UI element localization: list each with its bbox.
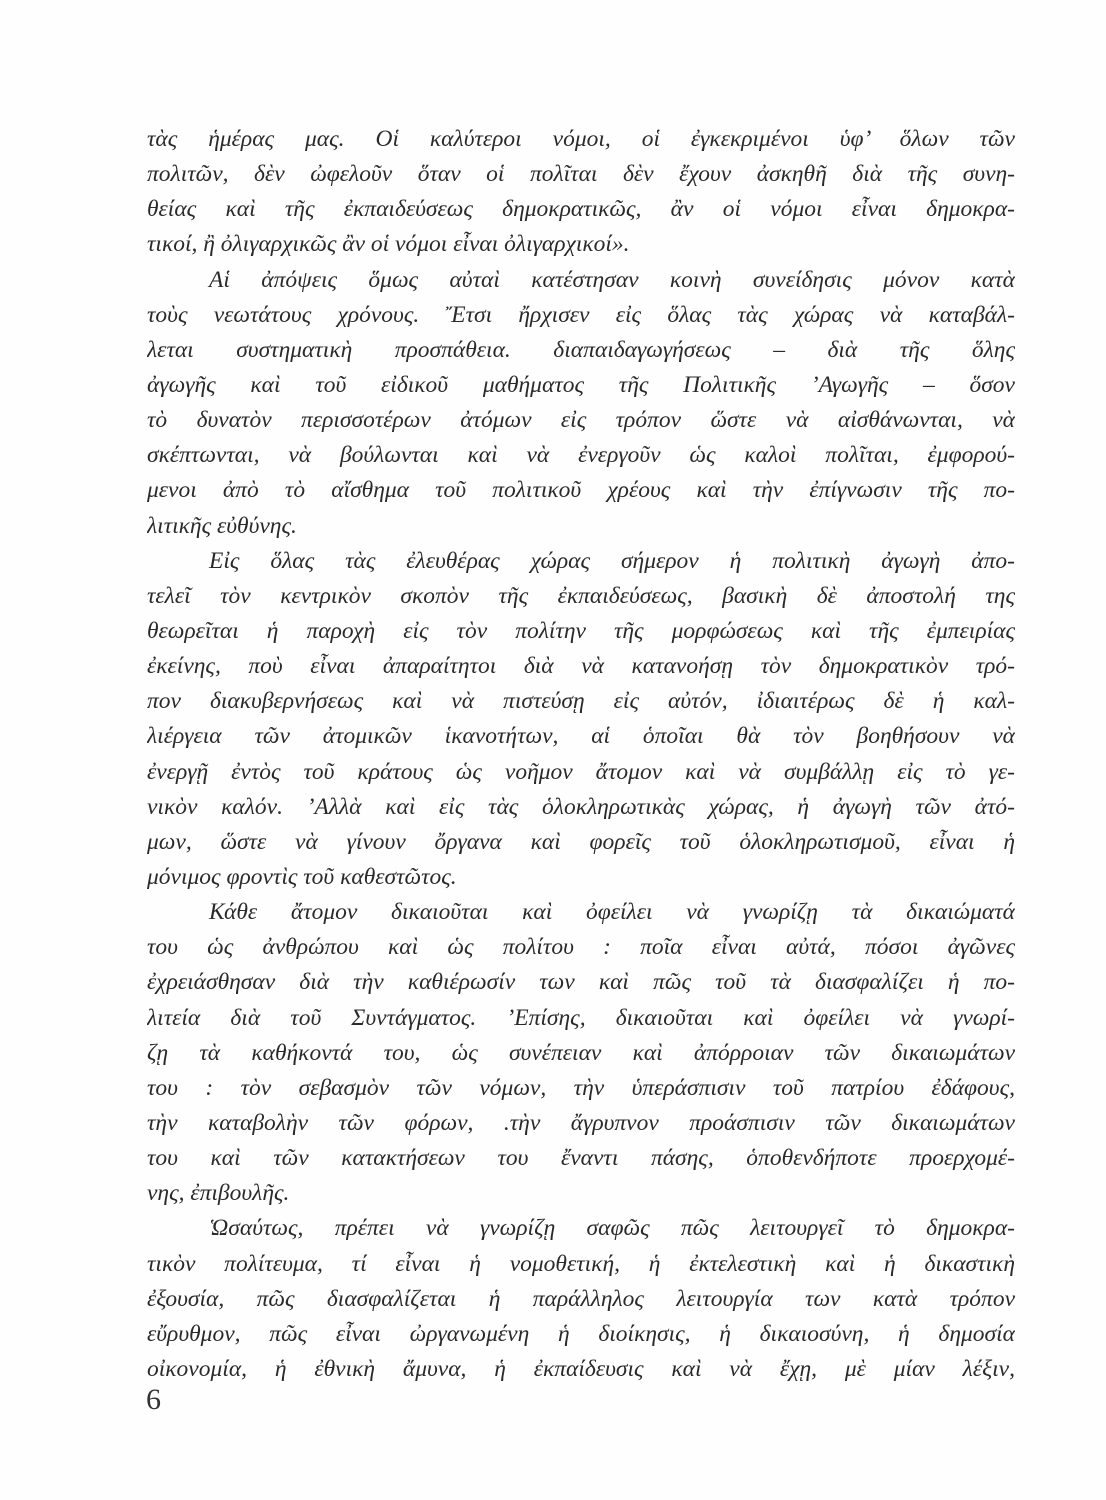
text-line: μενοι ἀπὸ τὸ αἴσθημα τοῦ πολιτικοῦ χρέους καὶ τὴν ἐπίγνωσιν τῆς πο-	[147, 477, 1015, 504]
page-number: 6	[146, 1383, 161, 1416]
text-line: θεωρεῖται ἡ παροχὴ εἰς τὸν πολίτην τῆς μορφώσεως καὶ τῆς ἐμπειρίας	[147, 617, 1015, 644]
text-line: του καὶ τῶν κατακτήσεων του ἔναντι πάσης, ὁποθενδήποτε προερχομέ-	[147, 1145, 1015, 1172]
text-line: τοὺς νεωτάτους χρόνους. Ἔτσι ἤρχισεν εἰς ὅλας τὰς χώρας νὰ καταβάλ-	[147, 301, 1015, 328]
text-line: ἐξουσία, πῶς διασφαλίζεται ἡ παράλληλος λειτουργία των κατὰ τρόπον	[147, 1285, 1015, 1312]
text-line: τελεῖ τὸν κεντρικὸν σκοπὸν τῆς ἐκπαιδεύσεως, βασικὴ δὲ ἀποστολή της	[147, 582, 1015, 609]
text-line: ἐνεργῇ ἐντὸς τοῦ κράτους ὡς νοῆμον ἄτομον καὶ νὰ συμβάλλῃ εἰς τὸ γε-	[147, 758, 1015, 785]
text-line: Εἰς ὅλας τὰς ἐλευθέρας χώρας σήμερον ἡ πολιτικὴ ἀγωγὴ ἀπο-	[209, 547, 1015, 574]
text-line: λεται συστηματικὴ προσπάθεια. διαπαιδαγωγήσεως – διὰ τῆς ὅλης	[147, 336, 1015, 363]
text-line: ἐκείνης, ποὺ εἶναι ἀπαραίτητοι διὰ νὰ κατανοήσῃ τὸν δημοκρατικὸν τρό-	[147, 653, 1015, 680]
text-line: εὔρυθμον, πῶς εἶναι ὠργανωμένη ἡ διοίκησις, ἡ δικαιοσύνη, ἡ δημοσία	[147, 1320, 1015, 1347]
text-line: του ὡς ἀνθρώπου καὶ ὡς πολίτου : ποῖα εἶναι αὐτά, πόσοι ἀγῶνες	[147, 934, 1015, 961]
text-line: ζῃ τὰ καθήκοντά του, ὡς συνέπειαν καὶ ἀπόρροιαν τῶν δικαιωμάτων	[147, 1039, 1015, 1066]
text-line: μόνιμος φροντὶς τοῦ καθεστῶτος.	[147, 863, 457, 890]
text-line: ἀγωγῆς καὶ τοῦ εἰδικοῦ μαθήματος τῆς Πολιτικῆς ’Αγωγῆς – ὅσον	[147, 371, 1015, 398]
text-line: Αἱ ἀπόψεις ὅμως αὐταὶ κατέστησαν κοινὴ συνείδησις μόνον κατὰ	[209, 266, 1015, 293]
text-line: μων, ὥστε νὰ γίνουν ὄργανα καὶ φορεῖς τοῦ ὁλοκληρωτισμοῦ, εἶναι ἡ	[147, 828, 1015, 855]
paragraph	[147, 895, 1015, 1211]
text-line: νης, ἐπιβουλῆς.	[147, 1180, 290, 1207]
text-line: οἰκονομία, ἡ ἐθνικὴ ἄμυνα, ἡ ἐκπαίδευσις καὶ νὰ ἔχῃ, μὲ μίαν λέξιν,	[147, 1355, 1015, 1382]
text-line: τὰς ἡμέρας μας. Οἱ καλύτεροι νόμοι, οἱ ἐγκεκριμένοι ὑφ’ ὅλων τῶν	[147, 126, 1015, 152]
body-text	[147, 122, 1015, 1387]
text-line: λιέργεια τῶν ἀτομικῶν ἱκανοτήτων, αἱ ὁποῖαι θὰ τὸν βοηθήσουν νὰ	[147, 723, 1015, 750]
text-line: Ὡσαύτως, πρέπει νὰ γνωρίζῃ σαφῶς πῶς λειτουργεῖ τὸ δημοκρα-	[209, 1215, 1015, 1242]
text-line: σκέπτωνται, νὰ βούλωνται καὶ νὰ ἐνεργοῦν ὡς καλοὶ πολῖται, ἐμφορού-	[147, 442, 1015, 469]
text-line: του : τὸν σεβασμὸν τῶν νόμων, τὴν ὑπεράσπισιν τοῦ πατρίου ἐδάφους,	[147, 1074, 1015, 1101]
text-line: τικὸν πολίτευμα, τί εἶναι ἡ νομοθετική, ἡ ἐκτελεστικὴ καὶ ἡ δικαστικὴ	[147, 1250, 1015, 1277]
text-line: νικὸν καλόν. ’Αλλὰ καὶ εἰς τὰς ὁλοκληρωτικὰς χώρας, ἡ ἀγωγὴ τῶν ἀτό-	[147, 793, 1015, 820]
text-line: ἐχρειάσθησαν διὰ τὴν καθιέρωσίν των καὶ πῶς τοῦ τὰ διασφαλίζει ἡ πο-	[147, 969, 1015, 996]
text-line: λιτικῆς εὐθύνης.	[147, 512, 297, 539]
paragraph	[147, 544, 1015, 895]
text-line: Κάθε ἄτομον δικαιοῦται καὶ ὀφείλει νὰ γνωρίζῃ τὰ δικαιώματά	[209, 899, 1015, 926]
text-line: πον διακυβερνήσεως καὶ νὰ πιστεύσῃ εἰς αὐτόν, ἰδιαιτέρως δὲ ἡ καλ-	[147, 688, 1015, 715]
text-line: τὸ δυνατὸν περισσοτέρων ἀτόμων εἰς τρόπον ὥστε νὰ αἰσθάνωνται, νὰ	[147, 407, 1015, 434]
text-line: τὴν καταβολὴν τῶν φόρων, .τὴν ἄγρυπνον προάσπισιν τῶν δικαιωμάτων	[147, 1109, 1015, 1136]
text-line: πολιτῶν, δὲν ὠφελοῦν ὅταν οἱ πολῖται δὲν ἔχουν ἀσκηθῆ διὰ τῆς συνη-	[147, 161, 1015, 188]
paragraph	[147, 263, 1015, 544]
paragraph	[147, 1211, 1015, 1387]
text-line: θείας καὶ τῆς ἐκπαιδεύσεως δημοκρατικῶς, ἂν οἱ νόμοι εἶναι δημοκρα-	[147, 196, 1015, 223]
text-line: τικοί, ἢ ὀλιγαρχικῶς ἂν οἱ νόμοι εἶναι ὀλιγαρχικοί».	[147, 231, 630, 258]
text-line: λιτεία διὰ τοῦ Συντάγματος. ’Επίσης, δικαιοῦται καὶ ὀφείλει νὰ γνωρί-	[147, 1004, 1015, 1031]
paragraph	[147, 122, 1015, 263]
